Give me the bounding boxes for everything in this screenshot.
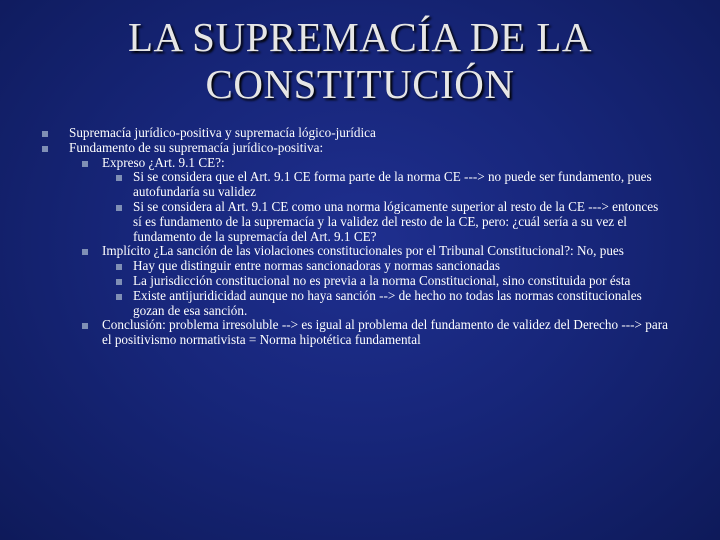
slide-body — [0, 126, 720, 348]
square-bullet-icon — [116, 279, 122, 285]
bullet-text: Hay que distinguir entre normas sancionadoras y normas sancionadas — [133, 258, 500, 274]
bullet-text: Si se considera que el Art. 9.1 CE forma parte de la norma CE ---> no puede ser fundamento, pues autofundaría su validez — [133, 169, 652, 200]
sub-sub-bullet-item — [0, 259, 720, 274]
bullet-text: Implícito ¿La sanción de las violaciones constitucionales por el Tribunal Constitucional?: No, pues — [102, 243, 624, 259]
bullet-text: Fundamento de su supremacía jurídico-positiva: — [69, 139, 324, 155]
sub-bullet-item — [0, 318, 720, 348]
slide-title — [0, 14, 720, 108]
square-bullet-icon — [42, 131, 48, 137]
sub-sub-bullet-item — [0, 274, 720, 289]
bullet-text: La jurisdicción constitucional no es previa a la norma Constitucional, sino constituida por ésta — [133, 272, 631, 288]
bullet-item — [0, 126, 720, 141]
sub-bullet-item — [0, 156, 720, 171]
bullet-item — [0, 141, 720, 156]
sub-sub-bullet-item — [0, 289, 720, 319]
bullet-text: Existe antijuridicidad aunque no haya sanción --> de hecho no todas las normas constitucionales gozan de esa sanción. — [133, 287, 642, 318]
square-bullet-icon — [116, 175, 122, 181]
bullet-text: Si se considera al Art. 9.1 CE como una norma lógicamente superior al resto de la CE ---> entonces sí es fundamento de la supremacía y la validez del resto de la CE, pero: ¿cuál sería a su vez el fundamento de la supremacía del Art. 9.1 CE? — [133, 198, 659, 244]
square-bullet-icon — [116, 264, 122, 270]
square-bullet-icon — [82, 249, 88, 255]
square-bullet-icon — [42, 146, 48, 152]
square-bullet-icon — [116, 205, 122, 211]
sub-sub-bullet-item — [0, 200, 720, 244]
bullet-text: Conclusión: problema irresoluble --> es igual al problema del fundamento de validez del Derecho ---> para el positivismo normativista = Norma hipotética fundamental — [102, 317, 668, 348]
bullet-text: Supremacía jurídico-positiva y supremacía lógico-jurídica — [69, 125, 376, 140]
square-bullet-icon — [82, 323, 88, 329]
sub-sub-bullet-item — [0, 170, 720, 200]
square-bullet-icon — [82, 161, 88, 167]
slide-title-line-1: LA SUPREMACÍA DE LA — [128, 14, 592, 60]
bullet-text: Expreso ¿Art. 9.1 CE?: — [102, 154, 225, 170]
square-bullet-icon — [116, 294, 122, 300]
sub-bullet-item — [0, 244, 720, 259]
slide-title-line-2: CONSTITUCIÓN — [205, 61, 515, 107]
